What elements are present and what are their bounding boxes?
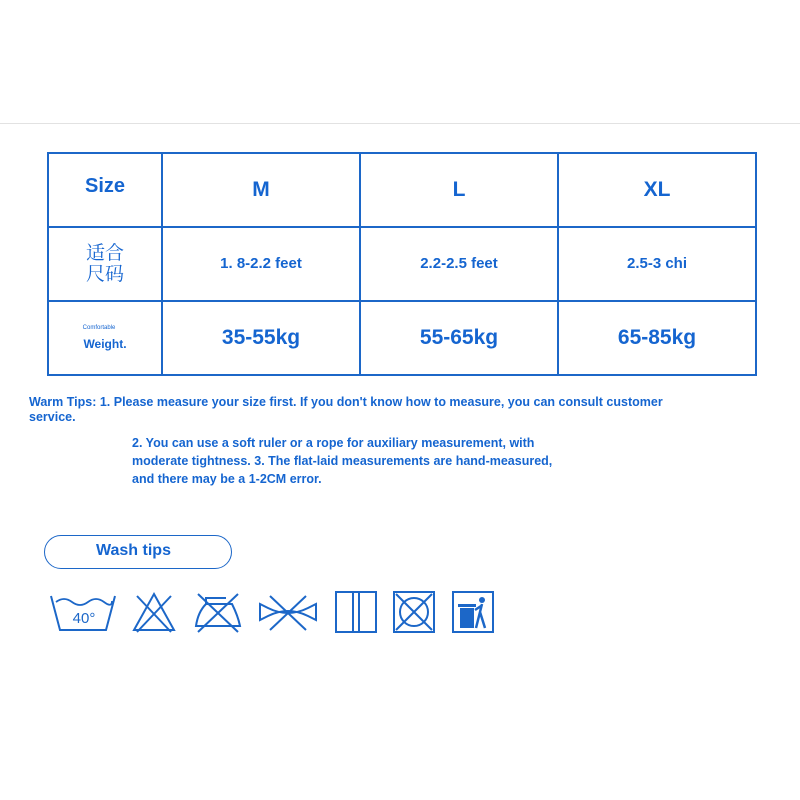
size-l-cell (360, 153, 558, 227)
fit-xl-cell (558, 227, 756, 301)
weight-xl-cell (558, 301, 756, 375)
weight-m-cell (162, 301, 360, 375)
size-m-cell (162, 153, 360, 227)
weight-label-cell (48, 301, 162, 375)
size-l: L (452, 178, 466, 201)
trash-bin-icon (451, 590, 495, 634)
fit-label-cell (48, 227, 162, 301)
top-divider (0, 123, 800, 124)
wash-temperature: 40° (72, 610, 96, 627)
fit-label-line1: 适合 (85, 242, 124, 264)
no-wring-icon (256, 590, 320, 634)
table-row-fit (48, 227, 756, 301)
weight-l: 55-65kg (419, 326, 499, 349)
table-row-weight (48, 301, 756, 375)
weight-label-small: Comfortable (82, 325, 116, 331)
size-label: Size (84, 174, 126, 197)
fit-l: 2.2-2.5 feet (420, 255, 498, 272)
size-table (47, 152, 757, 376)
size-xl-cell (558, 153, 756, 227)
fit-xl: 2.5-3 chi (626, 255, 688, 272)
no-bleach-icon (131, 590, 177, 634)
fit-m: 1. 8-2.2 feet (220, 255, 302, 272)
no-iron-icon (192, 590, 244, 634)
size-m: M (252, 178, 270, 201)
wash-40-icon (48, 590, 118, 634)
warm-tips-line2: 2. You can use a soft ruler or a rope for auxiliary measurement, with moderate tightness. 3. The flat-laid measurements are hand-measured, and there may be a 1-2CM error. (132, 436, 553, 486)
warm-tips-line1: Warm Tips: 1. Please measure your size first. If you don't know how to measure, you can consult customer service. (29, 395, 663, 424)
size-label-cell (48, 153, 162, 227)
hang-dry-icon (334, 590, 378, 634)
weight-label: Weight. (83, 337, 127, 351)
wash-tips-title: Wash tips (96, 542, 171, 559)
fit-m-cell (162, 227, 360, 301)
table-header-row (48, 153, 756, 227)
weight-l-cell (360, 301, 558, 375)
no-tumble-dry-icon (392, 590, 436, 634)
fit-label-line2: 尺码 (85, 263, 124, 285)
size-xl: XL (643, 178, 671, 201)
fit-l-cell (360, 227, 558, 301)
weight-xl: 65-85kg (617, 326, 697, 349)
weight-m: 35-55kg (221, 326, 301, 349)
